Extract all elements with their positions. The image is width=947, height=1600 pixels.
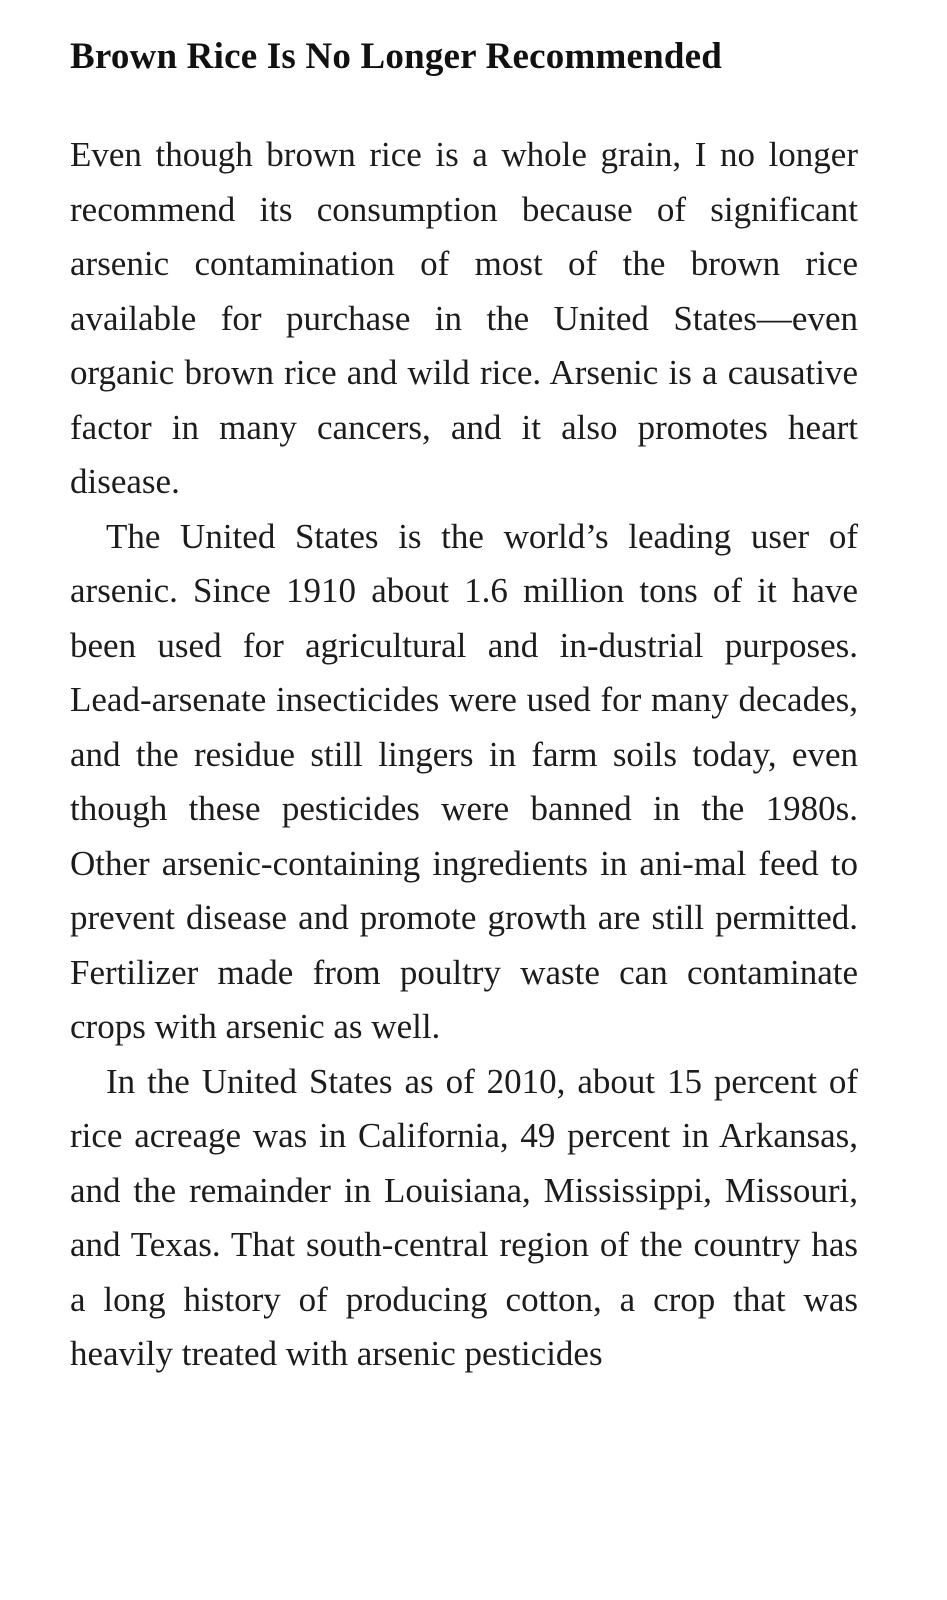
- page-body: [70, 128, 858, 1382]
- paragraph-brown-rice-arsenic: Even though brown rice is a whole grain, I no longer recommend its consumption because of significant arsenic contamination of most of the brown rice available for purchase in the United States—even organic brown rice and wild rice. Arsenic is a causative factor in many cancers, and it also promotes heart disease.: [70, 135, 858, 501]
- section-heading: Brown Rice Is No Longer Recommended: [70, 36, 723, 77]
- paragraph-rice-acreage: In the United States as of 2010, about 15 percent of rice acreage was in California, 49 percent in Arkansas, and the remainder in Louisiana, Mississippi, Missouri, and Texas. That south-central region of the country has a long history of producing cotton, a crop that was heavily treated with arsenic pesticides: [70, 1061, 858, 1373]
- book-page: [70, 0, 858, 1382]
- paragraph-us-arsenic-use: The United States is the world’s leading user of arsenic. Since 1910 about 1.6 million tons of it have been used for agricultural and in-dustrial purposes. Lead-arsenate insecticides were used for many decades, and the residue still lingers in farm soils today, even though these pesticides were banned in the 1980s. Other arsenic-containing ingredients in ani-mal feed to prevent disease and promote growth are still permitted. Fertilizer made from poultry waste can contaminate crops with arsenic as well.: [70, 516, 858, 1046]
